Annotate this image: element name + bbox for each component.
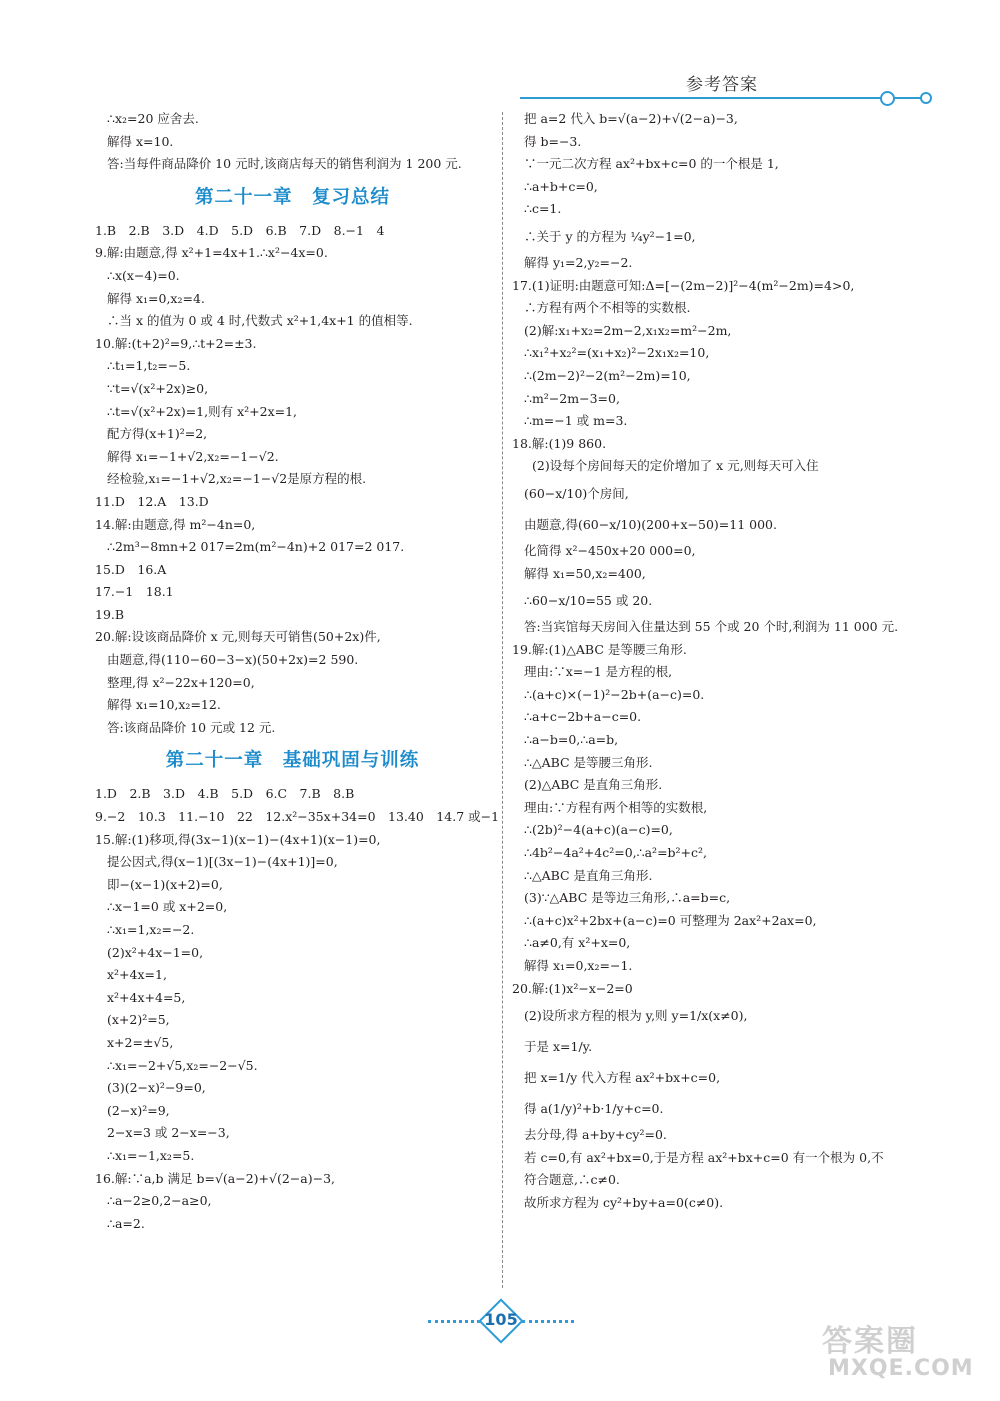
answer-line: ∴(2b)²−4(a+c)(a−c)=0, bbox=[524, 822, 673, 838]
answer-line: ∵一元二次方程 ax²+bx+c=0 的一个根是 1, bbox=[524, 156, 779, 172]
answer-line: ∴t₁=1,t₂=−5. bbox=[107, 358, 191, 374]
answer-line: 20.解:设该商品降价 x 元,则每天可销售(50+2x)件, bbox=[95, 629, 381, 645]
answer-line: 经检验,x₁=−1+√2,x₂=−1−√2是原方程的根. bbox=[107, 471, 367, 487]
answer-line: (2−x)²=9, bbox=[107, 1102, 170, 1118]
answer-line: 解得 x₁=−1+√2,x₂=−1−√2. bbox=[107, 448, 279, 464]
answer-line: ∴a−b=0,∴a=b, bbox=[524, 732, 619, 748]
right-column bbox=[512, 108, 912, 1215]
answer-line: (2)设所求方程的根为 y,则 y=1/x(x≠0), bbox=[524, 1008, 748, 1024]
section-heading: 第二十一章 复习总结 bbox=[194, 186, 390, 208]
answer-line: 11.D 12.A 13.D bbox=[95, 493, 209, 509]
answer-line: 15.解:(1)移项,得(3x−1)(x−1)−(4x+1)(x−1)=0, bbox=[95, 831, 381, 847]
watermark-url: MXQE.COM bbox=[828, 1356, 974, 1381]
answer-line: ∴t=√(x²+2x)=1,则有 x²+2x=1, bbox=[107, 403, 298, 419]
page-number: 105 bbox=[484, 1310, 518, 1329]
answer-line: 19.解:(1)△ABC 是等腰三角形. bbox=[512, 641, 687, 657]
answer-line: ∴60−x/10=55 或 20. bbox=[524, 593, 653, 609]
answer-line: 即−(x−1)(x+2)=0, bbox=[107, 876, 223, 892]
answer-line: (3)(2−x)²−9=0, bbox=[107, 1080, 206, 1096]
answer-line: 9.解:由题意,得 x²+1=4x+1.∴x²−4x=0. bbox=[95, 245, 328, 261]
answer-line: 得 a(1/y)²+b·1/y+c=0. bbox=[524, 1101, 664, 1117]
answer-line: 由题意,得(110−60−3−x)(50+2x)=2 590. bbox=[107, 652, 359, 668]
answer-line: 解得 x₁=0,x₂=4. bbox=[107, 290, 205, 306]
answer-line: ∴△ABC 是等腰三角形. bbox=[524, 754, 653, 770]
answer-line: (2)△ABC 是直角三角形. bbox=[524, 777, 663, 793]
answer-line: ∴△ABC 是直角三角形. bbox=[524, 867, 653, 883]
answer-line: 理由:∵x=−1 是方程的根, bbox=[524, 664, 673, 680]
section-heading: 第二十一章 基础巩固与训练 bbox=[165, 750, 420, 772]
answer-line: ∴m²−2m−3=0, bbox=[524, 390, 620, 406]
left-column bbox=[95, 108, 500, 1235]
answer-line: 解得 x₁=50,x₂=400, bbox=[524, 565, 646, 581]
answer-line: x+2=±√5, bbox=[107, 1034, 174, 1050]
answer-line: ∴x₁=1,x₂=−2. bbox=[107, 922, 195, 937]
footer-dots-right bbox=[522, 1320, 574, 1323]
answer-line: 符合题意,∴c≠0. bbox=[524, 1172, 620, 1188]
answer-line: (60−x/10)个房间, bbox=[524, 485, 629, 501]
answer-line: (3)∵△ABC 是等边三角形,∴a=b=c, bbox=[524, 890, 731, 906]
answer-line: 20.解:(1)x²−x−2=0 bbox=[512, 980, 633, 996]
answer-line: 答:当宾馆每天房间入住量达到 55 个或 20 个时,利润为 11 000 元. bbox=[524, 619, 899, 635]
answer-line: ∵t=√(x²+2x)≥0, bbox=[107, 380, 209, 396]
answer-line: 14.解:由题意,得 m²−4n=0, bbox=[95, 516, 256, 532]
answer-line: 由题意,得(60−x/10)(200+x−50)=11 000. bbox=[524, 516, 777, 532]
answer-line: 若 c=0,有 ax²+bx=0,于是方程 ax²+bx+c=0 有一个根为 0,不 bbox=[524, 1149, 884, 1165]
answer-line: ∴a−2≥0,2−a≥0, bbox=[107, 1193, 212, 1209]
answer-line: 答:当每件商品降价 10 元时,该商店每天的销售利润为 1 200 元. bbox=[107, 156, 462, 172]
answer-line: ∴c=1. bbox=[524, 201, 562, 217]
answer-line: 得 b=−3. bbox=[524, 133, 582, 149]
answer-line: ∴关于 y 的方程为 ¼y²−1=0, bbox=[524, 228, 696, 244]
answer-line: 答:该商品降价 10 元或 12 元. bbox=[107, 719, 276, 735]
answer-line: ∴m=−1 或 m=3. bbox=[524, 413, 628, 429]
answer-line: ∴2m³−8mn+2 017=2m(m²−4n)+2 017=2 017. bbox=[107, 539, 405, 555]
answer-line: 2−x=3 或 2−x=−3, bbox=[107, 1125, 230, 1141]
header-circle-ornament-small bbox=[920, 92, 932, 104]
answer-line: 于是 x=1/y. bbox=[524, 1039, 593, 1055]
footer-dots-left bbox=[428, 1320, 480, 1323]
answer-line: ∴a=2. bbox=[107, 1215, 145, 1231]
answer-line: ∴x₁=−2+√5,x₂=−2−√5. bbox=[107, 1057, 258, 1073]
answer-line: 去分母,得 a+by+cy²=0. bbox=[524, 1127, 667, 1143]
answer-line: 16.解:∵a,b 满足 b=√(a−2)+√(2−a)−3, bbox=[95, 1170, 336, 1186]
answer-line: (x+2)²=5, bbox=[107, 1012, 170, 1028]
answer-line: 解得 y₁=2,y₂=−2. bbox=[524, 254, 633, 270]
answer-line: ∴(a+c)x²+2bx+(a−c)=0 可整理为 2ax²+2ax=0, bbox=[524, 912, 817, 928]
answer-line: 提公因式,得(x−1)[(3x−1)−(4x+1)]=0, bbox=[107, 854, 338, 870]
answer-line: ∴4b²−4a²+4c²=0,∴a²=b²+c², bbox=[524, 845, 708, 861]
answer-line: 15.D 16.A bbox=[95, 561, 167, 577]
answer-line: ∴x₁²+x₂²=(x₁+x₂)²−2x₁x₂=10, bbox=[524, 345, 710, 361]
answer-line: 10.解:(t+2)²=9,∴t+2=±3. bbox=[95, 335, 257, 351]
header-rule-tail bbox=[893, 97, 921, 99]
answer-line: (2)x²+4x−1=0, bbox=[107, 944, 204, 960]
answer-line: 解得 x=10. bbox=[107, 133, 174, 149]
answer-line: 1.D 2.B 3.D 4.B 5.D 6.C 7.B 8.B bbox=[95, 786, 355, 802]
header-rule bbox=[520, 97, 884, 99]
answer-line: 配方得(x+1)²=2, bbox=[107, 426, 208, 442]
answer-line: 解得 x₁=0,x₂=−1. bbox=[524, 958, 633, 973]
answer-line: 9.−2 10.3 11.−10 22 12.x²−35x+34=0 13.40 14.7 或−1 bbox=[95, 809, 500, 825]
answer-line: 解得 x₁=10,x₂=12. bbox=[107, 697, 221, 713]
answer-line: 把 a=2 代入 b=√(a−2)+√(2−a)−3, bbox=[524, 111, 738, 126]
answer-line: ∴x₂=20 应舍去. bbox=[107, 111, 199, 126]
answer-line: (2)设每个房间每天的定价增加了 x 元,则每天可入住 bbox=[532, 458, 819, 474]
answer-line: ∴x₁=−1,x₂=5. bbox=[107, 1147, 195, 1163]
answer-line: 19.B bbox=[95, 606, 125, 622]
page-header-title: 参考答案 bbox=[686, 75, 758, 95]
answer-line: 17.(1)证明:由题意可知:Δ=[−(2m−2)]²−4(m²−2m)=4>0, bbox=[512, 277, 855, 293]
answer-line: 化简得 x²−450x+20 000=0, bbox=[524, 542, 696, 558]
answer-line: 理由:∵方程有两个相等的实数根, bbox=[524, 799, 708, 815]
answer-line: x²+4x+4=5, bbox=[107, 989, 186, 1005]
answer-line: (2)解:x₁+x₂=2m−2,x₁x₂=m²−2m, bbox=[524, 322, 732, 338]
answer-line: ∴a+c−2b+a−c=0. bbox=[524, 709, 642, 725]
answer-line: 整理,得 x²−22x+120=0, bbox=[107, 674, 255, 690]
answer-line: ∴a+b+c=0, bbox=[524, 178, 598, 194]
answer-line: ∴(a+c)×(−1)²−2b+(a−c)=0. bbox=[524, 686, 705, 702]
answer-line: 1.B 2.B 3.D 4.D 5.D 6.B 7.D 8.−1 4 bbox=[95, 222, 385, 238]
answer-line: ∴(2m−2)²−2(m²−2m)=10, bbox=[524, 367, 691, 383]
watermark-logo: 答案圈 bbox=[822, 1324, 918, 1359]
column-divider bbox=[502, 112, 503, 1288]
answer-line: ∴当 x 的值为 0 或 4 时,代数式 x²+1,4x+1 的值相等. bbox=[107, 313, 413, 329]
answer-line: 把 x=1/y 代入方程 ax²+bx+c=0, bbox=[524, 1070, 721, 1086]
answer-line: 18.解:(1)9 860. bbox=[512, 435, 607, 451]
answer-line: 故所求方程为 cy²+by+a=0(c≠0). bbox=[524, 1194, 724, 1210]
answer-line: 17.−1 18.1 bbox=[95, 584, 174, 600]
answer-line: ∴a≠0,有 x²+x=0, bbox=[524, 935, 631, 951]
answer-line: ∴x−1=0 或 x+2=0, bbox=[107, 899, 228, 915]
answer-line: ∴方程有两个不相等的实数根. bbox=[524, 300, 691, 316]
answer-line: x²+4x=1, bbox=[107, 967, 167, 983]
answer-line: ∴x(x−4)=0. bbox=[107, 267, 180, 283]
